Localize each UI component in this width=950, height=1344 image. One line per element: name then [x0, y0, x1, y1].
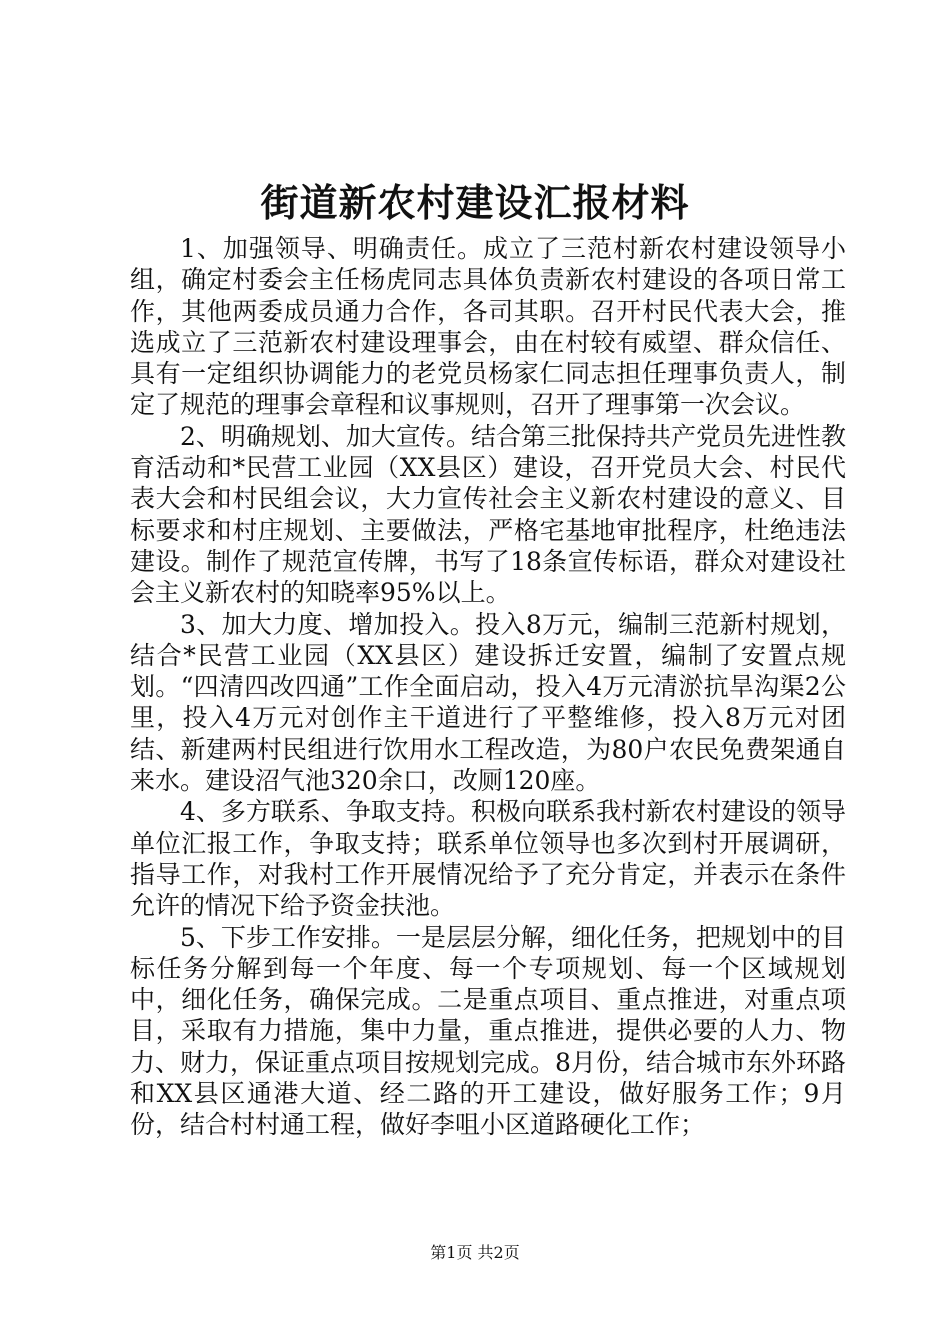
paragraph-4: 4、多方联系、争取支持。积极向联系我村新农村建设的领导单位汇报工作，争取支持；联系单位领导也多次到村开展调研，指导工作，对我村工作开展情况给予了充分肯定，并表示在条件允许的情况下给予资金扶池。 [130, 797, 846, 921]
page-number-footer: 第1页 共2页 [430, 1243, 520, 1262]
paragraph-1: 1、加强领导、明确责任。成立了三范村新农村建设领导小组，确定村委会主任杨虎同志具体负责新农村建设的各项日常工作，其他两委成员通力合作，各司其职。召开村民代表大会，推选成立了三范新农村建设理事会，由在村较有威望、群众信任、具有一定组织协调能力的老党员杨家仁同志担任理事负责人，制定了规范的理事会章程和议事规则，召开了理事第一次会议。 [130, 234, 846, 420]
paragraph-5: 5、下步工作安排。一是层层分解，细化任务，把规划中的目标任务分解到每一个年度、每一个专项规划、每一个区域规划中，细化任务，确保完成。二是重点项目、重点推进，对重点项目，采取有力措施，集中力量，重点推进，提供必要的人力、物力、财力，保证重点项目按规划完成。8月份，结合城市东外环路和XX县区通港大道、经二路的开工建设，做好服务工作；9月份，结合村村通工程，做好李咀小区道路硬化工作； [130, 922, 846, 1140]
paragraph-3: 3、加大力度、增加投入。投入8万元，编制三范新村规划，结合*民营工业园（XX县区）建设拆迁安置，编制了安置点规划。“四清四改四通”工作全面启动，投入4万元清淤抗旱沟渠2公里，投入4万元对创作主干道进行了平整维修，投入8万元对团结、新建两村民组进行饮用水工程改造，为80户农民免费架通自来水。建设沼气池320余口，改厕120座。 [130, 609, 846, 796]
paragraph-2: 2、明确规划、加大宣传。结合第三批保持共产党员先进性教育活动和*民营工业园（XX县区）建设，召开党员大会、村民代表大会和村民组会议，大力宣传社会主义新农村建设的意义、目标要求和村庄规划、主要做法，严格宅基地审批程序，杜绝违法建设。制作了规范宣传牌，书写了18条宣传标语，群众对建设社会主义新农村的知晓率95%以上。 [130, 421, 846, 608]
document-body [130, 233, 846, 1141]
document-title: 街道新农村建设汇报材料 [260, 180, 690, 225]
